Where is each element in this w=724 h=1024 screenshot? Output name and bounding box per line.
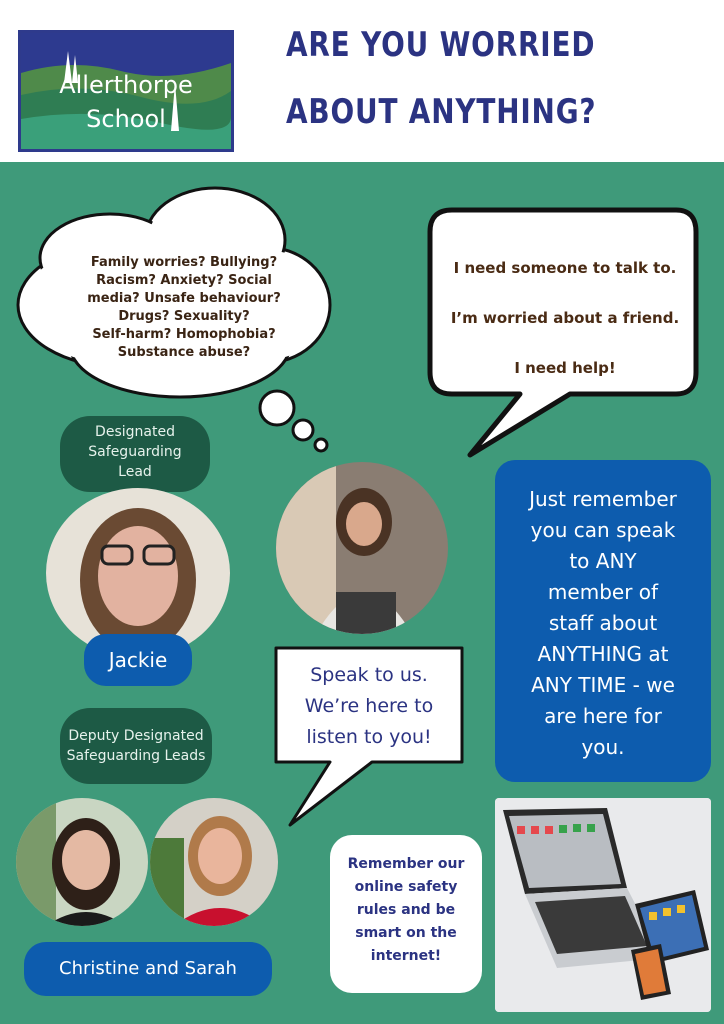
devices-photo bbox=[495, 798, 711, 1012]
thought-bubble-text: Family worries? Bullying? Racism? Anxiety? Social media? Unsafe behaviour? Drugs? Sexuality? Self-harm? Homophobia? Substance abuse? bbox=[87, 255, 281, 360]
thought-dots bbox=[260, 391, 327, 451]
deputy-names-badge: Christine and Sarah bbox=[24, 942, 272, 996]
online-safety-box: Remember our online safety rules and be smart on the internet! bbox=[330, 835, 482, 993]
jackie-photo bbox=[46, 488, 230, 658]
headline-line-2: ABOUT ANYTHING? bbox=[286, 92, 597, 132]
speak-bubble-text: Speak to us. We’re here to listen to you! bbox=[304, 664, 434, 748]
headline-line-1: ARE YOU WORRIED bbox=[286, 25, 596, 65]
logo-line-2: School bbox=[86, 105, 166, 133]
dsl-title-badge: Designated Safeguarding Lead bbox=[60, 416, 210, 492]
speech-bubble-text: I need someone to talk to. I’m worried about a friend. I need help! bbox=[450, 259, 680, 377]
remember-box: Just remember you can speak to ANY member of staff about ANYTHING at ANY TIME - we are here for you. bbox=[495, 460, 711, 782]
sarah-photo bbox=[150, 798, 278, 926]
jackie-name-badge: Jackie bbox=[84, 634, 192, 686]
worried-girl-photo bbox=[276, 462, 448, 634]
logo-line-1: Allerthorpe bbox=[59, 71, 193, 99]
christine-photo bbox=[16, 798, 148, 926]
deputy-title-badge: Deputy Designated Safeguarding Leads bbox=[60, 708, 212, 784]
